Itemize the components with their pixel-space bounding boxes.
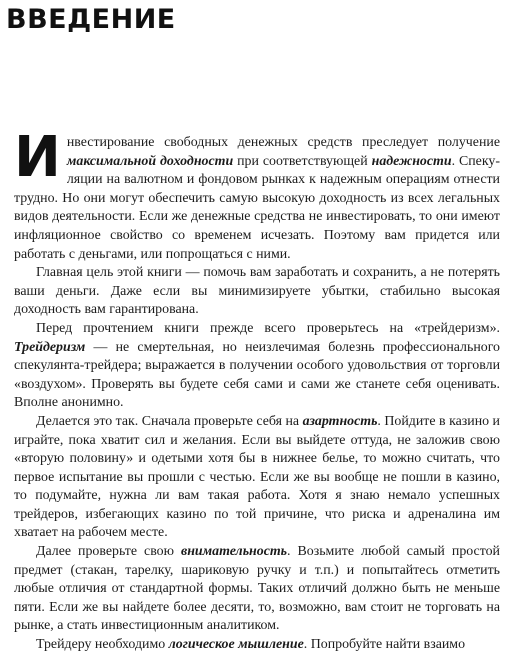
chapter-heading: ВВЕДЕНИЕ [6,4,176,35]
text-run: . Попробуйте найти взаимо [303,637,466,653]
text-run: — не смертельная, но неизлечимая болезнь профессионального спекулянта-трейдера; выражается в получении особого удовольствия от торговли «воздухом». Проверять вы будете себя сами и сами же станете себя оценивать. Вполне анонимно. [14,339,500,411]
text-run: Далее проверьте свою [36,544,182,560]
emphasized-term: максимальной доходности [66,153,234,169]
emphasized-term: азартность [302,413,378,429]
paragraph [14,543,500,636]
text-run: Главная цель этой книги — помочь вам заработать и сохранить, а не потерять ваши деньги. Даже если вы минимизируете убытки, стабильно высокая доходность вам гарантирована. [14,265,500,318]
text-run: при соответствующей [233,153,372,169]
emphasized-term: внимательность [181,544,288,560]
emphasized-term: Трейдеризм [14,339,86,355]
paragraph [14,636,500,655]
text-run: . Спекуляции на валютном и фондовом рынках к надежным операциям отнести трудно. Но они могут обеспечить самую высокую доходность из всех легальных видов деятельности. Если же денежные средства не инвестировать, то они имеют инфляционное свойство со временем исчезать. Поэтому вам придется или работать с деньгами, или попрощаться с ними. [14,153,500,262]
emphasized-term: логическое мышление [168,637,304,653]
text-run: Трейдеру необходимо [36,637,169,653]
body-text [14,125,500,655]
drop-cap: И [14,125,61,190]
emphasized-term: надежности [371,153,452,169]
text-run: . Пойдите в казино и играйте, пока хватит сил и желания. Если вы выйдете оттуда, не заложив свою «вторую половину» и одетыми хотя бы в нижнее белье, то можно считать, что первое испытание вы прошли с честью. Если же вы вообще не пошли в казино, то подумайте, нужна ли вам такая работа. Хотя я знаю немало успешных трейдеров, избегающих казино по той причине, что риска и адреналина им хватает на рабочем месте. [14,413,500,541]
text-run: Делается это так. Сначала проверьте себя на [36,413,303,429]
text-run: нвестирование свободных денежных средств преследует получение [66,135,500,150]
text-run: Перед прочтением книги прежде всего проверьтесь на «трейдеризм». [36,320,500,336]
paragraph-intro [14,125,500,264]
paragraph [14,320,500,413]
text-run: . Возьмите любой самый простой предмет (стакан, тарелку, шариковую ручку и т.п.) и попытайтесь отметить любые отличия от стандартной формы. Таких отличий должно быть не меньше пяти. Если же вы найдете более десяти, то, возможно, вам стоит не торговать на рынке, а стать инвестиционным аналитиком. [14,544,500,634]
paragraph [14,264,500,320]
paragraph [14,413,500,543]
